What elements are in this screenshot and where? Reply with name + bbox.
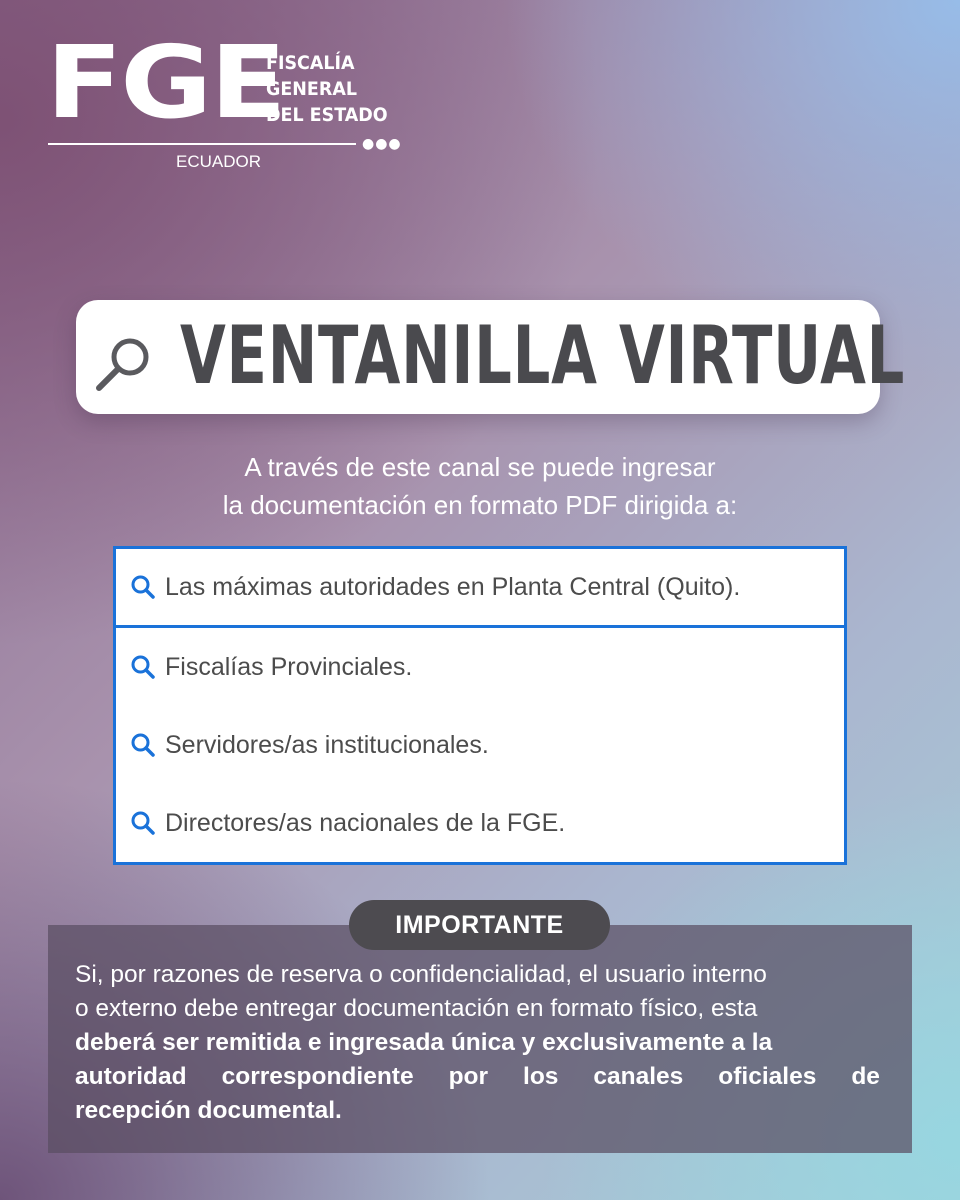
list-item — [116, 549, 844, 628]
list-item-text: Fiscalías Provinciales. — [165, 652, 413, 681]
search-icon — [130, 732, 156, 758]
magnifier-icon — [92, 332, 156, 396]
search-icon — [130, 654, 156, 680]
list-item — [116, 784, 844, 862]
logo-dots: ●●● — [362, 136, 402, 152]
logo-institution-name — [266, 50, 388, 128]
important-line: o externo debe entregar documentación en formato físico, esta — [75, 995, 758, 1022]
search-icon — [130, 574, 156, 600]
list-item — [116, 628, 844, 706]
logo-divider — [48, 143, 356, 145]
logo-name-line: GENERAL — [266, 78, 357, 100]
logo-name-line: DEL ESTADO — [266, 104, 388, 126]
important-word: canales — [593, 1063, 684, 1090]
list-item — [116, 706, 844, 784]
important-line: Si, por razones de reserva o confidencialidad, el usuario interno — [75, 961, 767, 988]
important-heading: IMPORTANTE — [349, 900, 610, 950]
important-line-justified — [75, 1060, 880, 1094]
search-icon — [130, 810, 156, 836]
important-bold: deberá ser remitida e ingresada única y exclusivamente a la — [75, 1029, 773, 1056]
intro-text — [100, 448, 860, 524]
important-word: los — [523, 1063, 559, 1090]
important-line — [75, 1094, 880, 1128]
important-word: de — [851, 1063, 880, 1090]
intro-line: A través de este canal se puede ingresar — [244, 452, 716, 482]
list-item-text: Directores/as nacionales de la FGE. — [165, 808, 566, 837]
important-word: por — [448, 1063, 489, 1090]
important-line — [75, 1026, 880, 1060]
important-word: autoridad — [75, 1063, 187, 1090]
fge-logo-mark: FGE — [46, 24, 285, 141]
important-word: correspondiente — [221, 1063, 414, 1090]
list-item-text: Las máximas autoridades en Planta Central (Quito). — [165, 572, 741, 601]
intro-line: la documentación en formato PDF dirigida a: — [222, 490, 738, 520]
recipient-list — [113, 546, 847, 865]
page-title: VENTANILLA VIRTUAL — [180, 309, 906, 402]
important-bold: recepción documental. — [75, 1097, 342, 1124]
important-text — [75, 958, 880, 1128]
logo-name-line: FISCALÍA — [266, 52, 355, 74]
important-word: oficiales — [718, 1063, 817, 1090]
list-item-text: Servidores/as institucionales. — [165, 730, 489, 759]
logo-country: ECUADOR — [176, 152, 262, 171]
